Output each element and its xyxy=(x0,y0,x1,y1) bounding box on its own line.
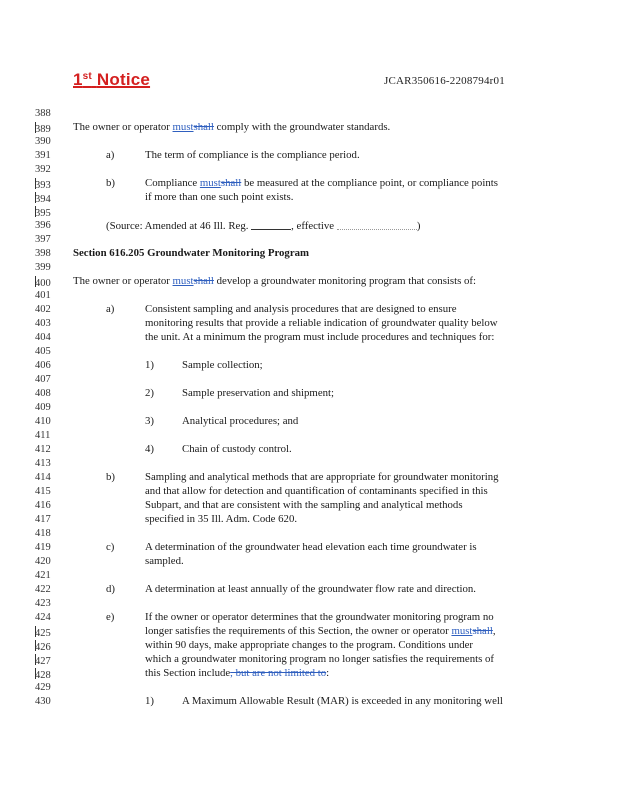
line-number: 415 xyxy=(35,486,51,497)
line-number: 406 xyxy=(35,360,51,371)
section-heading: Section 616.205 Groundwater Monitoring Program xyxy=(73,247,310,259)
line-number: 429 xyxy=(35,682,51,693)
inserted-text: must xyxy=(172,275,194,287)
notice-title: 1st Notice xyxy=(73,70,151,89)
line-number: 408 xyxy=(35,388,51,399)
paragraph-line: A determination at least annually of the groundwater flow rate and direction. xyxy=(145,583,476,595)
line-number: 423 xyxy=(35,598,51,609)
list-label: e) xyxy=(106,611,115,623)
paragraph-line: monitoring results that provide a reliable indication of groundwater quality below xyxy=(145,317,498,329)
line-number: 422 xyxy=(35,584,51,595)
line-number: 425 xyxy=(35,628,51,639)
deleted-text: shall xyxy=(472,625,493,637)
line-number: 400 xyxy=(35,278,51,289)
inserted-text: must xyxy=(172,121,194,133)
line-number: 399 xyxy=(35,262,51,273)
paragraph-line: longer satisfies the requirements of this Section, the owner or operator mustshall, xyxy=(145,625,496,637)
line-number: 428 xyxy=(35,670,51,681)
line-number: 390 xyxy=(35,136,51,147)
line-number: 388 xyxy=(35,108,51,119)
line-number: 391 xyxy=(35,150,51,161)
list-item: Sample collection; xyxy=(182,359,263,371)
paragraph-line: Compliance mustshall be measured at the compliance point, or compliance points xyxy=(145,177,498,189)
list-label: a) xyxy=(106,303,115,315)
line-number: 402 xyxy=(35,304,51,315)
list-label: b) xyxy=(106,177,115,189)
line-number: 396 xyxy=(35,220,51,231)
paragraph-line: and that allow for detection and quantification of contaminants specified in this xyxy=(145,485,488,497)
list-label: 3) xyxy=(145,415,154,427)
line-number: 405 xyxy=(35,346,51,357)
list-label: 2) xyxy=(145,387,154,399)
deleted-text: shall xyxy=(220,177,242,189)
line-number: 412 xyxy=(35,444,51,455)
document-id: JCAR350616-2208794r01 xyxy=(384,75,505,87)
paragraph-line: The owner or operator mustshall comply with the groundwater standards. xyxy=(73,121,391,133)
paragraph-line: this Section include, but are not limited to: xyxy=(145,667,330,679)
paragraph-line: Subpart, and that are consistent with the sampling and analytical methods xyxy=(145,499,463,511)
paragraph-line: If the owner or operator determines that the groundwater monitoring program no xyxy=(145,611,494,623)
list-label: b) xyxy=(106,471,115,483)
list-item: Sample preservation and shipment; xyxy=(182,387,335,399)
paragraph-line: A Maximum Allowable Result (MAR) is exceeded in any monitoring well xyxy=(182,695,503,707)
line-number: 421 xyxy=(35,570,51,581)
line-number: 392 xyxy=(35,164,51,175)
line-number: 430 xyxy=(35,696,51,707)
list-label: 1) xyxy=(145,695,154,707)
deleted-text: , but are not limited to xyxy=(230,667,327,679)
paragraph-line: Consistent sampling and analysis procedures that are designed to ensure xyxy=(145,303,457,315)
paragraph-line: within 90 days, make appropriate changes to the program. Conditions under xyxy=(145,639,474,651)
paragraph-line: A determination of the groundwater head elevation each time groundwater is xyxy=(145,541,477,553)
paragraph-line: if more than one such point exists. xyxy=(145,191,294,203)
line-number: 427 xyxy=(35,656,51,667)
line-number: 409 xyxy=(35,402,51,413)
deleted-text: shall xyxy=(193,121,214,133)
list-label: 4) xyxy=(145,443,154,455)
line-number: 407 xyxy=(35,374,51,385)
list-label: 1) xyxy=(145,359,154,371)
line-number: 398 xyxy=(35,248,51,259)
list-item: Chain of custody control. xyxy=(182,443,292,455)
line-number: 420 xyxy=(35,556,51,567)
paragraph-line: The owner or operator mustshall develop a groundwater monitoring program that consists of: xyxy=(73,275,477,287)
line-number: 414 xyxy=(35,472,51,483)
list-label: d) xyxy=(106,583,115,595)
effective-date-blank xyxy=(337,220,417,230)
list-label: c) xyxy=(106,541,115,553)
line-number: 426 xyxy=(35,642,51,653)
paragraph-line: The term of compliance is the compliance period. xyxy=(145,149,360,161)
line-number: 401 xyxy=(35,290,51,301)
register-blank xyxy=(251,220,291,230)
line-number: 389 xyxy=(35,124,51,135)
line-number: 394 xyxy=(35,194,51,205)
line-number: 413 xyxy=(35,458,51,469)
inserted-text: must xyxy=(199,177,221,189)
line-number: 404 xyxy=(35,332,51,343)
line-number: 397 xyxy=(35,234,51,245)
paragraph-line: the unit. At a minimum the program must include procedures and techniques for: xyxy=(145,331,495,343)
paragraph-line: which a groundwater monitoring program no longer satisfies the requirements of xyxy=(145,653,495,665)
paragraph-line: specified in 35 Ill. Adm. Code 620. xyxy=(145,513,298,525)
list-item: Analytical procedures; and xyxy=(182,415,299,427)
line-number: 416 xyxy=(35,500,51,511)
line-number: 410 xyxy=(35,416,51,427)
line-number: 424 xyxy=(35,612,51,623)
deleted-text: shall xyxy=(193,275,214,287)
line-number: 417 xyxy=(35,514,51,525)
paragraph-line: Sampling and analytical methods that are appropriate for groundwater monitoring xyxy=(145,471,499,483)
line-number: 411 xyxy=(35,430,51,441)
paragraph-line: sampled. xyxy=(145,555,184,567)
line-number: 403 xyxy=(35,318,51,329)
line-number: 419 xyxy=(35,542,51,553)
line-number: 418 xyxy=(35,528,51,539)
list-label: a) xyxy=(106,149,115,161)
source-note: (Source: Amended at 46 Ill. Reg. , effective ) xyxy=(106,220,421,232)
line-number: 395 xyxy=(35,208,51,219)
line-number: 393 xyxy=(35,180,51,191)
inserted-text: must xyxy=(451,625,473,637)
